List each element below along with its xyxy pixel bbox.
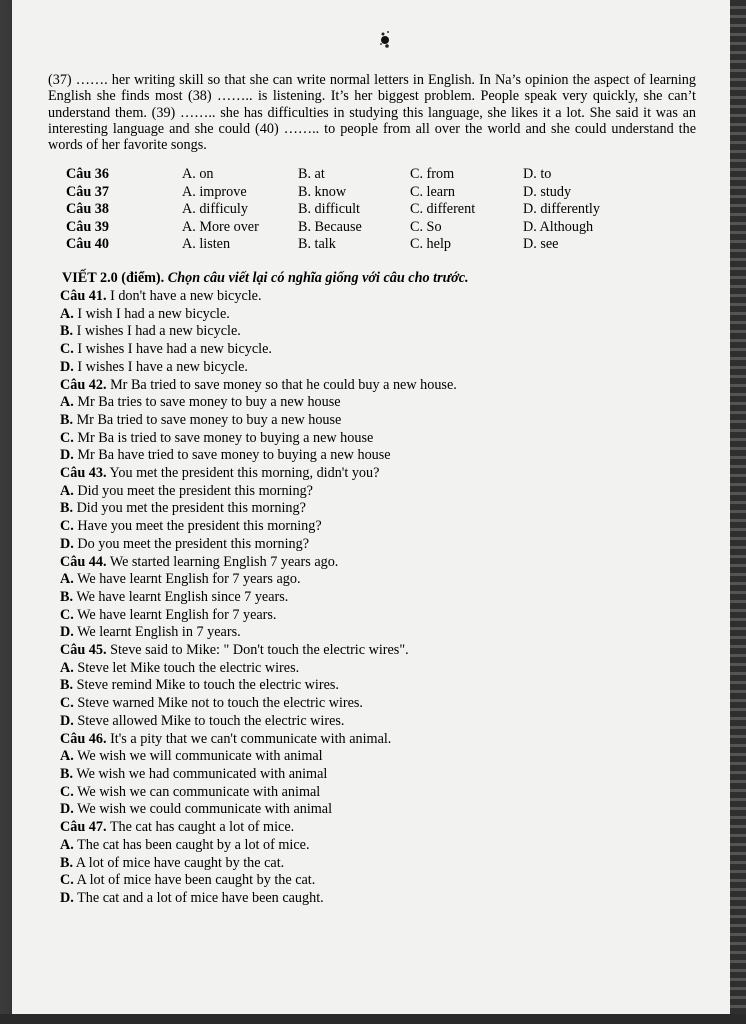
question-number: Câu 41. xyxy=(60,288,107,304)
option-letter: D. xyxy=(60,535,74,552)
option-text: Did you met the president this morning? xyxy=(76,500,306,517)
option-c: C. from xyxy=(410,166,455,182)
option-text: Mr Ba have tried to save money to buying a new house xyxy=(77,447,391,464)
option-text: The cat and a lot of mice have been caught. xyxy=(77,889,324,906)
answer-option xyxy=(60,306,680,324)
answer-option xyxy=(60,359,680,377)
answer-option xyxy=(60,660,680,678)
question-stem xyxy=(60,819,680,837)
option-a: A. More over xyxy=(182,218,259,235)
question-number: Câu 36 xyxy=(66,166,109,182)
answer-option xyxy=(60,447,680,465)
option-text: A lot of mice have caught by the cat. xyxy=(75,854,285,871)
option-letter: D. xyxy=(60,889,74,906)
option-text: Steve let Mike touch the electric wires. xyxy=(77,659,300,676)
option-text: We wish we could communicate with animal xyxy=(77,801,333,818)
option-text: We wish we had communicated with animal xyxy=(76,765,328,782)
question-text: It's a pity that we can't communicate with animal. xyxy=(110,730,392,747)
answer-option xyxy=(60,748,680,766)
option-text: Mr Ba tried to save money to buy a new house xyxy=(76,411,342,428)
option-text: Mr Ba tries to save money to buy a new house xyxy=(77,394,341,411)
section-title-bold: VIẾT 2.0 (điểm). xyxy=(62,270,165,286)
question-stem xyxy=(60,554,680,572)
option-text: I wishes I have had a new bicycle. xyxy=(77,341,272,358)
option-text: Have you meet the president this morning? xyxy=(77,518,322,535)
answer-option xyxy=(60,518,680,536)
question-stem xyxy=(60,642,680,660)
option-text: We have learnt English since 7 years. xyxy=(76,588,289,605)
answer-option xyxy=(60,766,680,784)
question-number: Câu 43. xyxy=(60,465,107,482)
option-letter: C. xyxy=(60,695,74,712)
question-number: Câu 40 xyxy=(66,236,109,253)
answer-option xyxy=(60,323,680,341)
option-text: Did you meet the president this morning? xyxy=(77,482,313,499)
option-letter: A. xyxy=(60,394,74,411)
option-a: A. difficuly xyxy=(182,201,248,218)
option-d: D. study xyxy=(523,183,572,200)
question-text: Steve said to Mike: " Don't touch the electric wires". xyxy=(110,642,409,659)
option-letter: B. xyxy=(60,323,74,340)
option-letter: A. xyxy=(60,305,74,322)
option-c: C. different xyxy=(410,201,476,218)
question-number: Câu 45. xyxy=(60,642,107,659)
options-table xyxy=(66,166,623,254)
option-text: We wish we will communicate with animal xyxy=(77,748,323,765)
answer-option xyxy=(60,872,680,890)
option-b: B. Because xyxy=(298,218,362,235)
option-text: We have learnt English for 7 years ago. xyxy=(77,571,301,588)
option-text: The cat has been caught by a lot of mice. xyxy=(77,836,310,853)
question-text: You met the president this morning, didn't you? xyxy=(109,465,380,482)
question-text: I don't have a new bicycle. xyxy=(110,288,262,304)
option-a: A. on xyxy=(182,166,214,182)
option-c: C. learn xyxy=(410,183,455,200)
option-d: D. see xyxy=(523,236,559,253)
option-letter: B. xyxy=(60,677,74,694)
option-letter: A. xyxy=(60,748,74,765)
option-letter: B. xyxy=(60,411,74,428)
option-text: We have learnt English for 7 years. xyxy=(77,606,277,623)
option-text: Steve warned Mike not to touch the electric wires. xyxy=(77,695,363,712)
section-title xyxy=(62,270,469,287)
options-row xyxy=(66,201,623,219)
option-letter: A. xyxy=(60,571,74,588)
answer-option xyxy=(60,394,680,412)
background-edge xyxy=(730,0,746,1024)
question-number: Câu 47. xyxy=(60,819,107,836)
option-letter: D. xyxy=(60,447,74,464)
option-d: D. differently xyxy=(523,201,600,218)
option-b: B. difficult xyxy=(298,201,361,218)
answer-option xyxy=(60,607,680,625)
option-d: D. to xyxy=(523,166,552,182)
option-letter: C. xyxy=(60,606,74,623)
answer-option xyxy=(60,536,680,554)
option-text: Steve remind Mike to touch the electric wires. xyxy=(76,677,339,694)
option-text: I wishes I had a new bicycle. xyxy=(76,323,241,340)
option-letter: C. xyxy=(60,429,74,446)
options-row xyxy=(66,184,623,202)
section-title-instruction: Chọn câu viết lại có nghĩa giống với câu cho trước. xyxy=(167,270,469,286)
question-number: Câu 44. xyxy=(60,553,107,570)
option-letter: D. xyxy=(60,801,74,818)
answer-option xyxy=(60,855,680,873)
option-text: A lot of mice have been caught by the cat. xyxy=(76,872,316,889)
option-letter: B. xyxy=(60,500,74,517)
option-text: Do you meet the president this morning? xyxy=(77,535,310,552)
questions-list xyxy=(60,288,680,908)
question-stem xyxy=(60,465,680,483)
answer-option xyxy=(60,890,680,908)
option-letter: D. xyxy=(60,712,74,729)
option-letter: A. xyxy=(60,836,74,853)
answer-option xyxy=(60,412,680,430)
question-text: We started learning English 7 years ago. xyxy=(109,553,339,570)
question-text: The cat has caught a lot of mice. xyxy=(109,819,295,836)
answer-option xyxy=(60,483,680,501)
option-letter: A. xyxy=(60,659,74,676)
question-number: Câu 39 xyxy=(66,218,109,235)
answer-option xyxy=(60,589,680,607)
answer-option xyxy=(60,500,680,518)
option-letter: C. xyxy=(60,783,74,800)
question-stem xyxy=(60,731,680,749)
question-stem xyxy=(60,288,680,306)
option-c: C. help xyxy=(410,236,451,253)
question-text: Mr Ba tried to save money so that he could buy a new house. xyxy=(110,376,457,393)
option-letter: C. xyxy=(60,518,74,535)
ink-blot xyxy=(378,28,392,50)
options-row xyxy=(66,166,623,184)
option-a: A. improve xyxy=(182,183,247,200)
option-text: I wishes I have a new bicycle. xyxy=(77,358,248,375)
option-letter: C. xyxy=(60,341,74,358)
option-b: B. at xyxy=(298,166,325,182)
option-letter: D. xyxy=(60,624,74,641)
question-number: Câu 38 xyxy=(66,201,109,218)
option-text: Mr Ba is tried to save money to buying a new house xyxy=(77,429,374,446)
answer-option xyxy=(60,624,680,642)
answer-option xyxy=(60,784,680,802)
question-number: Câu 46. xyxy=(60,730,107,747)
answer-option xyxy=(60,837,680,855)
question-stem xyxy=(60,377,680,395)
answer-option xyxy=(60,571,680,589)
option-text: We learnt English in 7 years. xyxy=(77,624,241,641)
option-letter: B. xyxy=(60,588,74,605)
passage-text: (37) ……. her writing skill so that she can write normal letters in English. In Na’s opinion the aspect of learning English she finds most (38) …….. is listening. It’s her biggest problem. People speak very quickly, she can’t understand them. (39) …….. she has difficulties in studying this language, she likes it a lot. She said it was an interesting language and she could (40) …….. to people from all over the world and she could understand the words of her favorite songs. xyxy=(48,72,696,154)
question-number: Câu 37 xyxy=(66,183,109,200)
answer-option xyxy=(60,713,680,731)
option-letter: A. xyxy=(60,482,74,499)
option-letter: C. xyxy=(60,872,74,889)
option-text: I wish I had a new bicycle. xyxy=(77,305,230,322)
option-letter: B. xyxy=(60,854,74,871)
answer-option xyxy=(60,677,680,695)
answer-option xyxy=(60,430,680,448)
option-b: B. talk xyxy=(298,236,336,253)
option-a: A. listen xyxy=(182,236,231,253)
answer-option xyxy=(60,341,680,359)
question-number: Câu 42. xyxy=(60,376,107,393)
option-text: Steve allowed Mike to touch the electric wires. xyxy=(77,712,345,729)
bottom-edge xyxy=(0,1014,746,1024)
option-c: C. So xyxy=(410,218,442,235)
answer-option xyxy=(60,695,680,713)
option-letter: B. xyxy=(60,765,74,782)
option-text: We wish we can communicate with animal xyxy=(77,783,321,800)
options-row xyxy=(66,219,623,237)
answer-option xyxy=(60,801,680,819)
option-letter: D. xyxy=(60,358,74,375)
option-b: B. know xyxy=(298,183,347,200)
options-row xyxy=(66,236,623,254)
option-d: D. Although xyxy=(523,218,594,235)
